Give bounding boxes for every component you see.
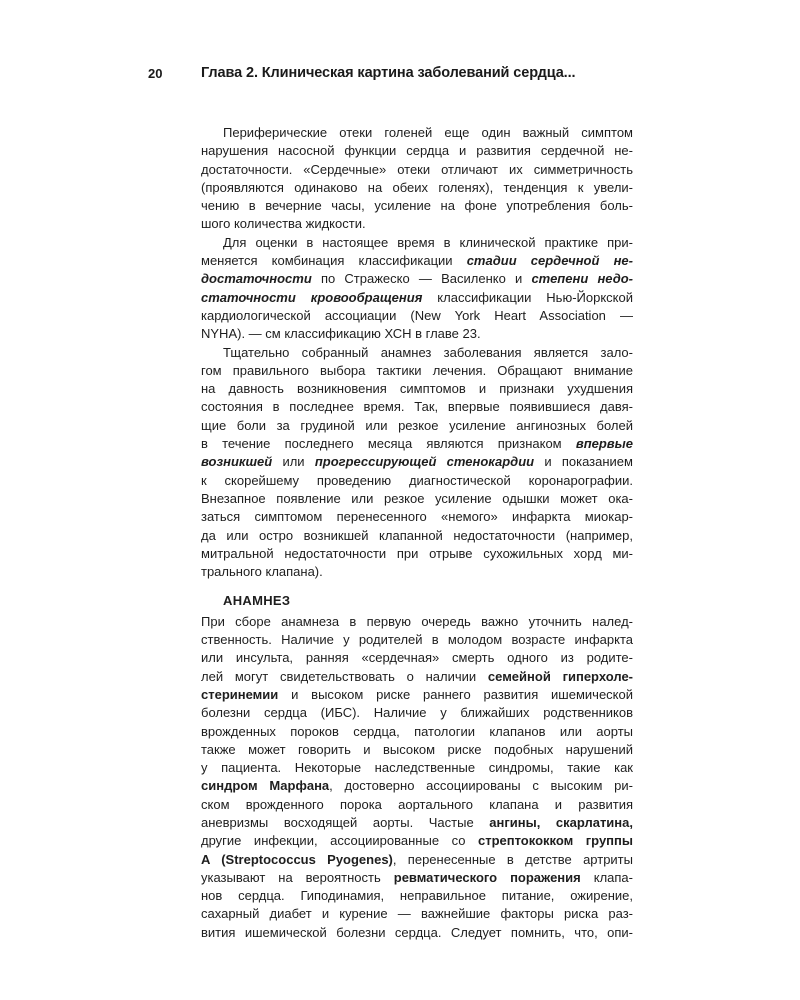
paragraph-classification (201, 234, 633, 344)
text-line (201, 289, 633, 307)
text-line (201, 435, 633, 453)
text-run: и высоком риске раннего развития ишемической (278, 686, 633, 702)
text-run: , достоверно ассоциированы с высоким ри- (329, 778, 633, 794)
text-run: или (272, 454, 315, 470)
emphasis-term: степени недо- (531, 271, 633, 287)
text-line (201, 851, 633, 869)
text-line (201, 686, 633, 704)
bold-term: A (Streptococcus Pyogenes) (201, 851, 393, 867)
text-run: другие инфекции, ассоциированные со (201, 833, 478, 849)
text-line: вития ишемической болезни сердца. Следует помнить, что, опи- (201, 924, 633, 940)
text-line: болезни сердца (ИБС). Наличие у ближайших родственников (201, 705, 633, 721)
bold-term: стрептококком группы (477, 833, 633, 849)
text-line: достаточности. «Сердечные» отеки отличают их симметричность (201, 161, 633, 177)
text-line: чению в вечерние часы, усиление на фоне употребления боль- (201, 198, 633, 214)
text-line: щие боли за грудиной или резкое усиление ангинозных болей (201, 417, 633, 433)
text-line: врожденных пороков сердца, патологии клапанов или аорты (201, 723, 633, 739)
text-line: кардиологической ассоциации (New York Heart Association — (201, 307, 633, 323)
emphasis-term: возникшей (201, 454, 273, 470)
text-line: NYHA). — см классификацию ХСН в главе 23. (201, 326, 481, 342)
text-line: митральной недостаточности при отрыве сухожильных хорд ми- (201, 545, 633, 561)
body-text (201, 124, 633, 942)
text-line: заться симптомом перенесенного «немого» инфаркта миокар- (201, 509, 633, 525)
text-line (201, 777, 633, 795)
text-line: да или остро возникшей клапанной недостаточности (например, (201, 527, 633, 543)
text-line: на давность возникновения симптомов и признаки ухудшения (201, 381, 633, 397)
text-line: При сборе анамнеза в первую очередь важно уточнить налед- (201, 613, 633, 629)
page-number: 20 (148, 66, 163, 81)
text-line (201, 869, 633, 887)
text-run: указывают на вероятность (201, 869, 394, 885)
text-line (201, 270, 633, 288)
text-line: нарушения насосной функции сердца и развития сердечной не- (201, 143, 633, 159)
text-run: аневризмы восходящей аорты. Частые (201, 814, 490, 830)
text-line: Периферические отеки голеней еще один важный симптом (223, 125, 633, 140)
text-run: в течение последнего месяца являются признаком (201, 436, 576, 452)
text-line: (проявляются одинаково на обеих голенях), тенденция к увели- (201, 179, 633, 195)
paragraph-peripheral-edema (201, 124, 633, 234)
text-line (201, 453, 633, 471)
bold-term: синдром Марфана (201, 778, 330, 794)
text-line: шого количества жидкости. (201, 216, 366, 232)
text-line: ском врожденного порока аортального клапана и развития (201, 796, 633, 812)
emphasis-term: статочности кровообращения (201, 289, 423, 305)
text-line (201, 832, 633, 850)
bold-term: стеринемии (201, 686, 279, 702)
emphasis-term: прогрессирующей стенокардии (314, 454, 535, 470)
text-line (201, 668, 633, 686)
text-line: трального клапана). (201, 564, 323, 580)
emphasis-term: стадии сердечной не- (466, 253, 633, 269)
text-run: и показанием (534, 454, 633, 470)
bold-term: семейной гиперхоле- (487, 668, 634, 684)
text-line: Для оценки в настоящее время в клинической практике при- (223, 234, 633, 250)
section-heading: АНАМНЕЗ (223, 593, 291, 609)
text-line: нов сердца. Гиподинамия, неправильное питание, ожирение, (201, 888, 633, 904)
text-line (201, 814, 633, 832)
text-line: ственность. Наличие у родителей в молодом возрасте инфаркта (201, 632, 633, 648)
text-run: клапа- (580, 869, 633, 885)
paragraph-anamnesis-disease (201, 344, 633, 582)
text-line: или инсульта, ранняя «сердечная» смерть одного из родите- (201, 650, 633, 666)
text-line: Тщательно собранный анамнез заболевания является зало- (223, 344, 633, 360)
running-head: Глава 2. Клиническая картина заболеваний сердца... (201, 65, 576, 81)
text-line: у пациента. Некоторые наследственные синдромы, такие как (201, 760, 633, 776)
bold-term: ревматического поражения (393, 869, 581, 885)
text-line: Внезапное появление или резкое усиление одышки может ока- (201, 490, 633, 506)
emphasis-term: впервые (575, 436, 633, 452)
text-run: , перенесенные в детстве артриты (392, 851, 633, 867)
emphasis-term: достаточности (201, 271, 312, 287)
text-run: лей могут свидетельствовать о наличии (201, 668, 488, 684)
text-run: по Стражеско — Василенко и (311, 271, 532, 287)
paragraph-heredity (201, 613, 633, 942)
text-line: гом правильного выбора тактики лечения. Обращают внимание (201, 362, 633, 378)
text-run: меняется комбинация классификации (201, 253, 467, 269)
text-line: состояния в последнее время. Так, впервые появившиеся давя- (201, 399, 633, 415)
text-line: также может говорить и высоком риске подобных нарушений (201, 741, 633, 757)
text-line (201, 252, 633, 270)
text-line: к скорейшему проведению диагностической коронарографии. (201, 472, 633, 488)
bold-term: ангины, скарлатина, (489, 814, 633, 830)
text-line: сахарный диабет и курение — важнейшие факторы риска раз- (201, 906, 633, 922)
text-run: классификации Нью-Йоркской (422, 289, 633, 305)
